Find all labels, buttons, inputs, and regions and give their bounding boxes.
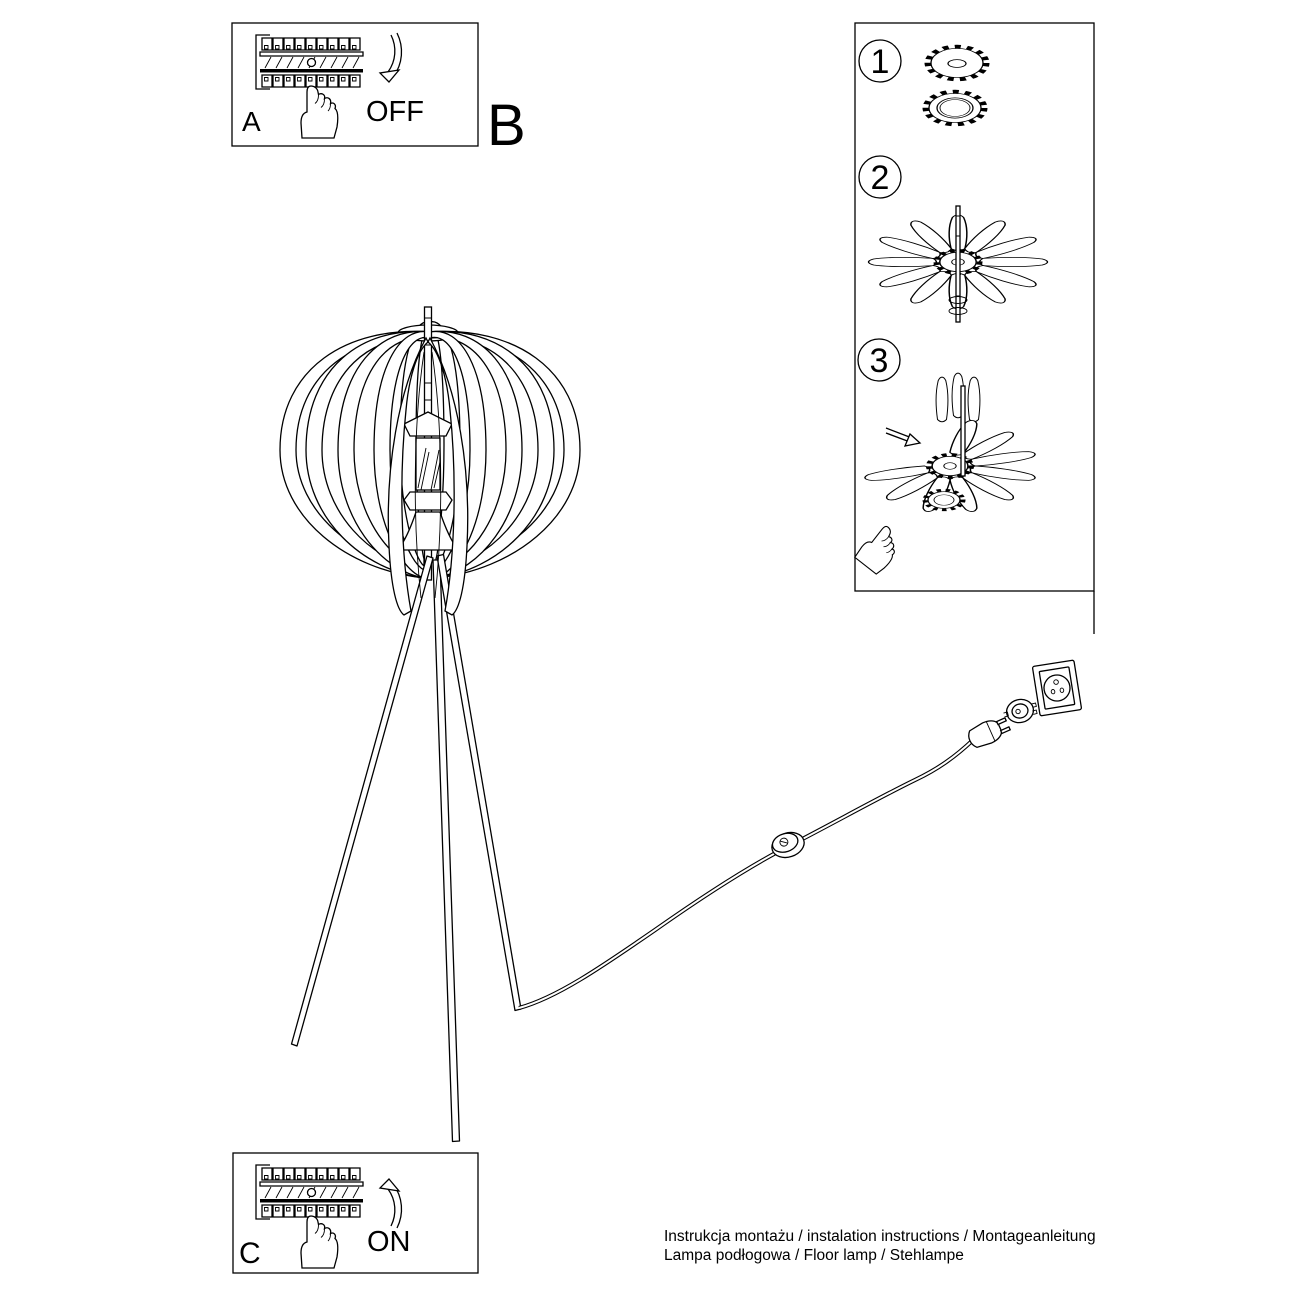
circuit-breaker-icon [256, 35, 363, 89]
wall-socket-icon [1032, 660, 1081, 716]
slat-insertion-icon [854, 373, 1037, 576]
section-b-label: B [487, 93, 526, 158]
panel-a-border [232, 23, 478, 146]
panel-c-border [233, 1153, 478, 1273]
panel-a-label: A [242, 106, 261, 137]
step-2 [859, 156, 1047, 322]
footer-line-2: Lampa podłogowa / Floor lamp / Stehlampe [664, 1247, 964, 1264]
assembly-steps-panel [854, 23, 1094, 634]
floor-lamp-illustration [280, 307, 580, 1142]
step-1 [859, 40, 986, 124]
circuit-breaker-icon [256, 1165, 363, 1219]
curved-arrow-down-icon [380, 33, 402, 82]
tripod-leg-left [292, 556, 434, 1046]
panel-c-action-label: ON [367, 1226, 411, 1258]
footer-line-1: Instrukcja montażu / instalation instructions / Montageanleitung [664, 1228, 1096, 1245]
shade-assembled-icon [869, 206, 1048, 322]
pointing-hand-icon [854, 522, 906, 576]
step-2-number: 2 [870, 159, 890, 197]
curved-arrow-up-icon [380, 1179, 402, 1228]
pointing-hand-icon [301, 1216, 338, 1268]
locking-ring-icon [926, 92, 984, 124]
panel-c [233, 1153, 478, 1273]
plug-adapter-icon [1001, 696, 1039, 726]
panel-a [232, 23, 478, 146]
step-1-number: 1 [870, 43, 890, 81]
foot-switch-icon [769, 828, 808, 861]
panel-c-label: C [239, 1237, 261, 1270]
power-plug-icon [965, 714, 1012, 751]
insertion-arrow-icon [886, 428, 920, 446]
step-3-number: 3 [869, 342, 889, 380]
pointing-hand-icon [301, 86, 338, 138]
step-3 [854, 339, 1037, 576]
locking-disc-icon [928, 47, 986, 79]
footer-caption [664, 1228, 1096, 1264]
panel-a-action-label: OFF [366, 96, 424, 128]
power-cord [519, 740, 973, 1008]
